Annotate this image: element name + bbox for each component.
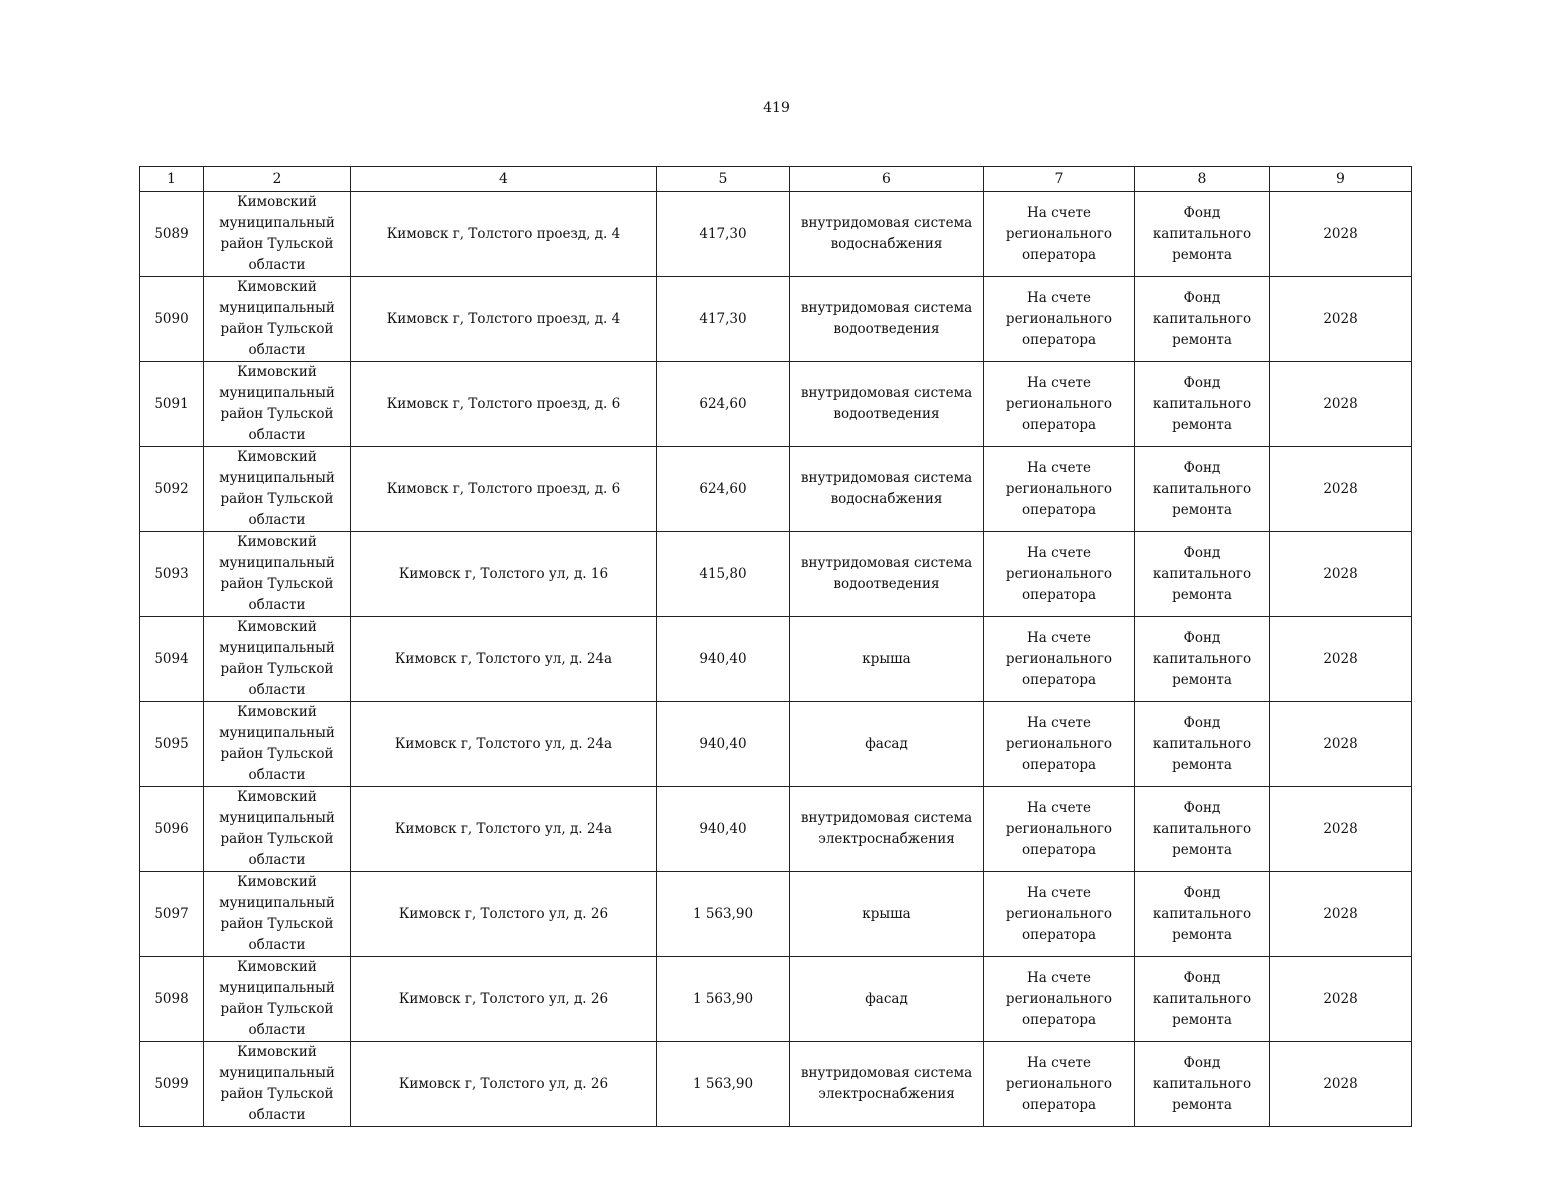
cell-year: 2028 — [1270, 1042, 1412, 1127]
cell-area: 1 563,90 — [657, 957, 790, 1042]
cell-account: На счете регионального оператора — [984, 277, 1135, 362]
table-row — [140, 362, 1412, 447]
cell-source: Фонд капитального ремонта — [1135, 1042, 1270, 1127]
cell-element: крыша — [790, 872, 984, 957]
cell-year: 2028 — [1270, 277, 1412, 362]
cell-address: Кимовск г, Толстого ул, д. 24а — [351, 702, 657, 787]
cell-element: внутридомовая система электроснабжения — [790, 1042, 984, 1127]
cell-source: Фонд капитального ремонта — [1135, 447, 1270, 532]
cell-source: Фонд капитального ремонта — [1135, 192, 1270, 277]
cell-account: На счете регионального оператора — [984, 362, 1135, 447]
column-header: 1 — [140, 167, 204, 192]
cell-number: 5093 — [140, 532, 204, 617]
table-row — [140, 702, 1412, 787]
capital-repair-table — [139, 166, 1412, 1127]
cell-year: 2028 — [1270, 362, 1412, 447]
cell-source: Фонд капитального ремонта — [1135, 702, 1270, 787]
cell-address: Кимовск г, Толстого ул, д. 26 — [351, 1042, 657, 1127]
column-header: 8 — [1135, 167, 1270, 192]
cell-district: Кимовский муниципальный район Тульской области — [204, 1042, 351, 1127]
cell-address: Кимовск г, Толстого ул, д. 26 — [351, 957, 657, 1042]
cell-address: Кимовск г, Толстого ул, д. 24а — [351, 787, 657, 872]
cell-account: На счете регионального оператора — [984, 617, 1135, 702]
cell-account: На счете регионального оператора — [984, 787, 1135, 872]
cell-address: Кимовск г, Толстого проезд, д. 6 — [351, 362, 657, 447]
cell-district: Кимовский муниципальный район Тульской области — [204, 617, 351, 702]
column-header: 2 — [204, 167, 351, 192]
cell-area: 1 563,90 — [657, 872, 790, 957]
cell-element: внутридомовая система водоснабжения — [790, 447, 984, 532]
cell-number: 5096 — [140, 787, 204, 872]
cell-account: На счете регионального оператора — [984, 702, 1135, 787]
cell-district: Кимовский муниципальный район Тульской области — [204, 277, 351, 362]
cell-number: 5091 — [140, 362, 204, 447]
cell-year: 2028 — [1270, 872, 1412, 957]
table-row — [140, 1042, 1412, 1127]
column-header: 5 — [657, 167, 790, 192]
cell-year: 2028 — [1270, 957, 1412, 1042]
page-number: 419 — [763, 100, 790, 116]
cell-area: 940,40 — [657, 702, 790, 787]
cell-number: 5099 — [140, 1042, 204, 1127]
table-header-row — [140, 167, 1412, 192]
cell-address: Кимовск г, Толстого проезд, д. 4 — [351, 192, 657, 277]
cell-source: Фонд капитального ремонта — [1135, 532, 1270, 617]
cell-area: 1 563,90 — [657, 1042, 790, 1127]
cell-year: 2028 — [1270, 617, 1412, 702]
cell-address: Кимовск г, Толстого ул, д. 26 — [351, 872, 657, 957]
table-row — [140, 192, 1412, 277]
cell-account: На счете регионального оператора — [984, 447, 1135, 532]
cell-district: Кимовский муниципальный район Тульской области — [204, 532, 351, 617]
cell-element: внутридомовая система электроснабжения — [790, 787, 984, 872]
cell-district: Кимовский муниципальный район Тульской области — [204, 872, 351, 957]
cell-account: На счете регионального оператора — [984, 192, 1135, 277]
cell-district: Кимовский муниципальный район Тульской области — [204, 787, 351, 872]
cell-area: 417,30 — [657, 277, 790, 362]
cell-account: На счете регионального оператора — [984, 872, 1135, 957]
cell-area: 624,60 — [657, 447, 790, 532]
cell-address: Кимовск г, Толстого проезд, д. 6 — [351, 447, 657, 532]
cell-address: Кимовск г, Толстого ул, д. 16 — [351, 532, 657, 617]
cell-number: 5090 — [140, 277, 204, 362]
table-row — [140, 277, 1412, 362]
cell-account: На счете регионального оператора — [984, 1042, 1135, 1127]
cell-number: 5097 — [140, 872, 204, 957]
cell-number: 5089 — [140, 192, 204, 277]
cell-source: Фонд капитального ремонта — [1135, 787, 1270, 872]
table-row — [140, 872, 1412, 957]
cell-district: Кимовский муниципальный район Тульской области — [204, 957, 351, 1042]
cell-element: внутридомовая система водоотведения — [790, 532, 984, 617]
cell-area: 940,40 — [657, 787, 790, 872]
cell-number: 5094 — [140, 617, 204, 702]
cell-address: Кимовск г, Толстого проезд, д. 4 — [351, 277, 657, 362]
cell-area: 415,80 — [657, 532, 790, 617]
table-row — [140, 447, 1412, 532]
cell-area: 940,40 — [657, 617, 790, 702]
cell-number: 5098 — [140, 957, 204, 1042]
cell-source: Фонд капитального ремонта — [1135, 277, 1270, 362]
cell-source: Фонд капитального ремонта — [1135, 872, 1270, 957]
cell-element: крыша — [790, 617, 984, 702]
cell-source: Фонд капитального ремонта — [1135, 957, 1270, 1042]
cell-account: На счете регионального оператора — [984, 532, 1135, 617]
cell-source: Фонд капитального ремонта — [1135, 617, 1270, 702]
cell-source: Фонд капитального ремонта — [1135, 362, 1270, 447]
cell-number: 5092 — [140, 447, 204, 532]
cell-account: На счете регионального оператора — [984, 957, 1135, 1042]
cell-number: 5095 — [140, 702, 204, 787]
cell-year: 2028 — [1270, 192, 1412, 277]
column-header: 6 — [790, 167, 984, 192]
cell-district: Кимовский муниципальный район Тульской области — [204, 362, 351, 447]
cell-element: фасад — [790, 702, 984, 787]
cell-district: Кимовский муниципальный район Тульской области — [204, 447, 351, 532]
column-header: 9 — [1270, 167, 1412, 192]
cell-element: внутридомовая система водоснабжения — [790, 192, 984, 277]
cell-area: 417,30 — [657, 192, 790, 277]
cell-area: 624,60 — [657, 362, 790, 447]
column-header: 7 — [984, 167, 1135, 192]
cell-year: 2028 — [1270, 787, 1412, 872]
cell-element: внутридомовая система водоотведения — [790, 277, 984, 362]
cell-address: Кимовск г, Толстого ул, д. 24а — [351, 617, 657, 702]
cell-district: Кимовский муниципальный район Тульской области — [204, 192, 351, 277]
cell-year: 2028 — [1270, 447, 1412, 532]
cell-year: 2028 — [1270, 532, 1412, 617]
cell-year: 2028 — [1270, 702, 1412, 787]
table-row — [140, 617, 1412, 702]
table-row — [140, 957, 1412, 1042]
cell-element: внутридомовая система водоотведения — [790, 362, 984, 447]
cell-district: Кимовский муниципальный район Тульской области — [204, 702, 351, 787]
table-row — [140, 532, 1412, 617]
cell-element: фасад — [790, 957, 984, 1042]
table-row — [140, 787, 1412, 872]
column-header: 4 — [351, 167, 657, 192]
